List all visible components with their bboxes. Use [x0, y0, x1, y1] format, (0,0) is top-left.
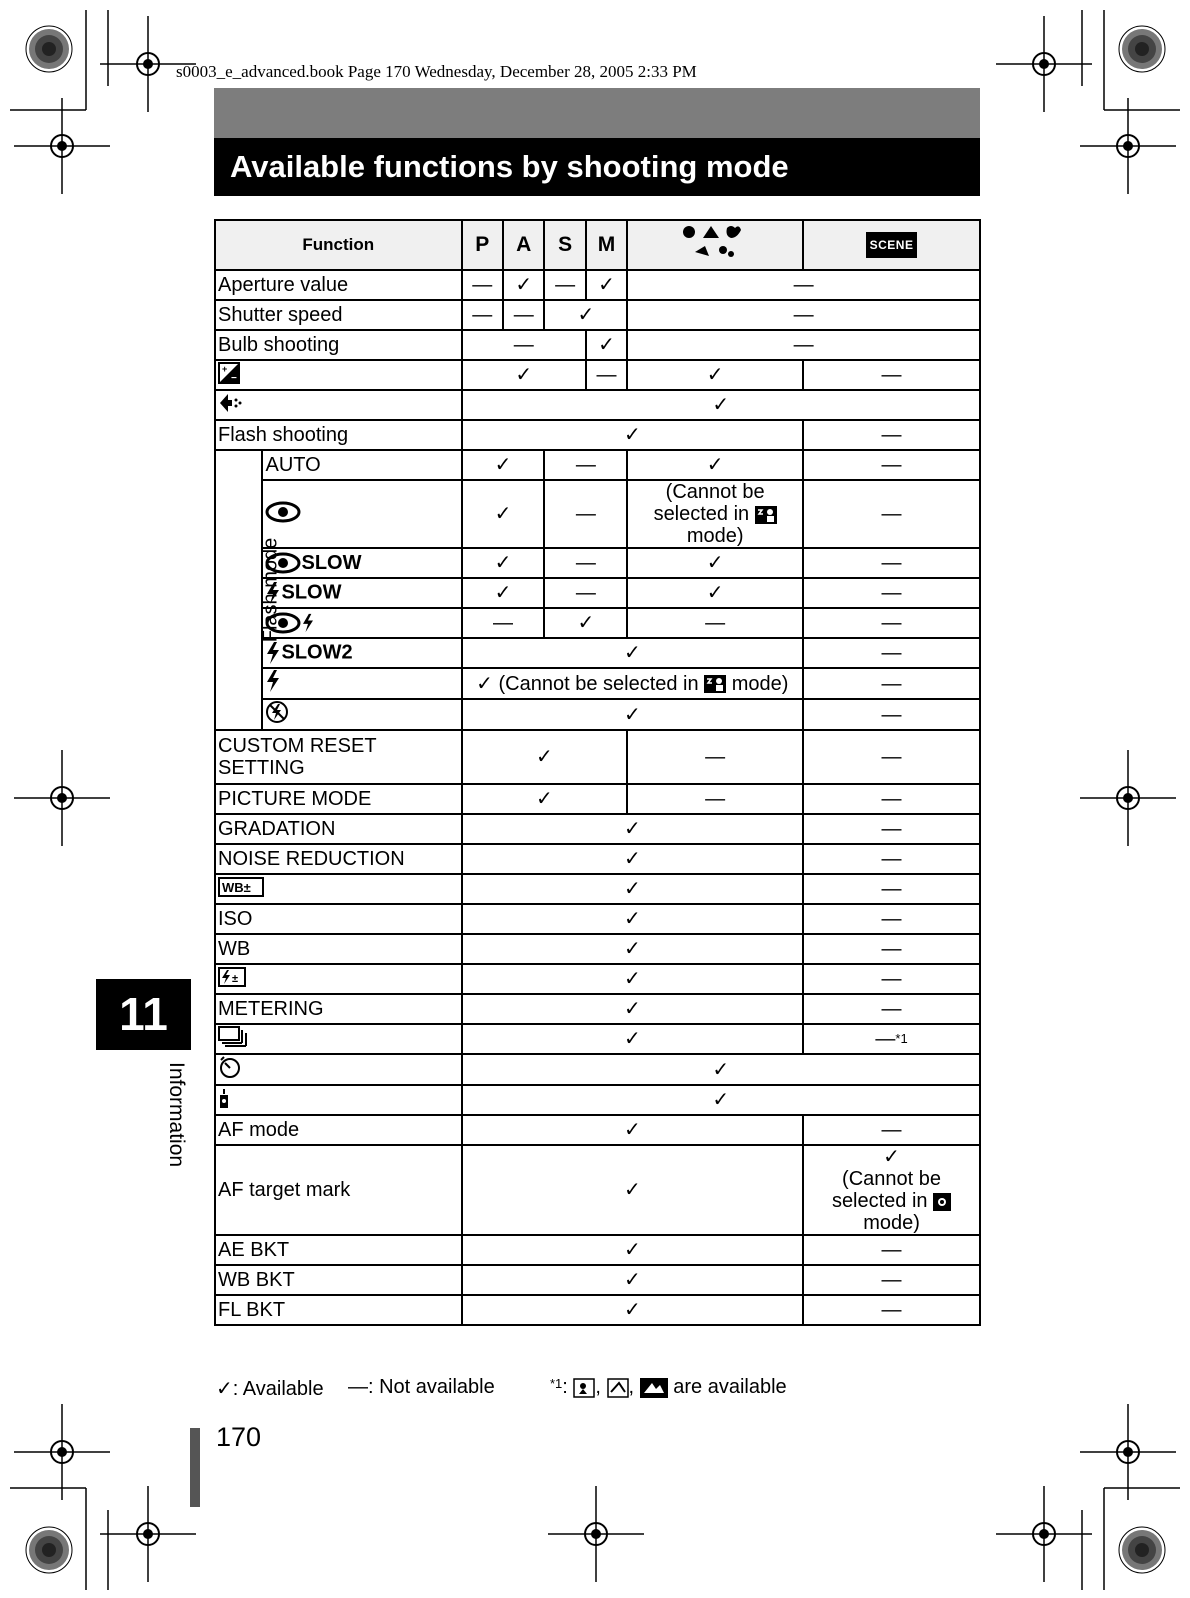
cell: —: [803, 699, 980, 730]
label-line1: CUSTOM RESET: [218, 735, 377, 757]
cell: —: [803, 904, 980, 934]
cell: ✓: [462, 1265, 804, 1295]
header-p: P: [462, 220, 503, 270]
cell: —: [462, 300, 503, 330]
cell-value: —: [875, 1028, 896, 1050]
cell: ✓: [586, 330, 627, 360]
cell: ✓: [462, 874, 804, 904]
check-mark: ✓: [883, 1146, 900, 1168]
cell: —: [627, 784, 803, 814]
cell: —: [803, 450, 980, 480]
cell: ✓: [462, 1085, 980, 1115]
table-row: [215, 844, 980, 874]
table-row: [215, 1054, 980, 1085]
note-line3: mode): [863, 1212, 920, 1234]
cell: ✓: [462, 699, 804, 730]
flash-mode-label: Flash mode: [259, 537, 282, 643]
cell: —: [803, 814, 980, 844]
cell: —: [803, 548, 980, 578]
cell: ✓: [462, 934, 804, 964]
legend-available: ✓: Available: [216, 1378, 324, 1400]
table-row: [215, 994, 980, 1024]
cell: ✓: [462, 784, 628, 814]
row-label-noise: NOISE REDUCTION: [215, 844, 462, 874]
cell: —: [462, 270, 503, 300]
header-s: S: [544, 220, 585, 270]
note-text-end: mode): [686, 525, 744, 547]
note-line1: (Cannot be: [842, 1168, 942, 1190]
print-info-line: s0003_e_advanced.book Page 170 Wednesday, December 28, 2005 2:33 PM: [176, 62, 697, 81]
cell-note: [803, 1145, 980, 1235]
cell: —: [803, 1235, 980, 1265]
legend-not-available: —: Not available: [348, 1376, 495, 1398]
cell: —: [462, 330, 586, 360]
table-row: [215, 450, 980, 480]
table-row: [215, 300, 980, 330]
cell: —: [803, 480, 980, 548]
note-text: (Cannot be selected in: [498, 672, 699, 695]
svg-text:−: −: [231, 372, 237, 384]
table-row: [215, 1295, 980, 1325]
table-row: [215, 904, 980, 934]
cell: ✓: [462, 1235, 804, 1265]
label-text: SLOW: [281, 581, 342, 604]
page-title: Available functions by shooting mode: [214, 138, 980, 196]
legend-footnote: $^{*1}$: , , are available: [550, 1376, 787, 1398]
night-portrait-icon: [704, 675, 726, 693]
red-eye-icon: [262, 480, 461, 548]
table-row: [215, 270, 980, 300]
scene-icon-a: [573, 1378, 595, 1398]
cell: —: [586, 360, 627, 390]
scene-icon-c: [640, 1378, 668, 1398]
note-text: (Cannot be selected in: [653, 481, 765, 525]
cell: ✓: [627, 360, 803, 390]
cell: —: [627, 270, 980, 300]
table-row: [215, 1024, 980, 1054]
table-row: [215, 330, 980, 360]
flash-slow2-label: [262, 638, 461, 668]
wb-compensation-icon: [215, 874, 462, 904]
table-row: [215, 934, 980, 964]
cell: ✓: [544, 300, 627, 330]
check-mark: ✓: [476, 672, 493, 695]
cell: —: [803, 994, 980, 1024]
table-row: [215, 578, 980, 608]
label-line2: SETTING: [218, 757, 305, 779]
functions-table: [214, 219, 981, 1326]
header-scene-modes-icons: [627, 220, 803, 270]
cell: ✓: [462, 360, 586, 390]
cell: —: [544, 270, 585, 300]
fill-flash-icon: [262, 668, 461, 699]
table-row: [215, 814, 980, 844]
cell: —: [544, 548, 627, 578]
cell: —: [627, 730, 803, 784]
header-m: M: [586, 220, 627, 270]
header-row: [215, 220, 980, 270]
table-row: [215, 1115, 980, 1145]
cell: —: [462, 608, 545, 638]
cell: —: [627, 330, 980, 360]
cell: ✓: [462, 1115, 804, 1145]
cell: —: [803, 1265, 980, 1295]
scene-badge-icon: SCENE: [866, 232, 918, 258]
cell-with-note: [803, 1024, 980, 1054]
table-row: [215, 638, 980, 668]
flash-slow-label: [262, 578, 461, 608]
row-label-wb-bkt: WB BKT: [215, 1265, 462, 1295]
cell: —: [803, 578, 980, 608]
scene-sub-icon: [933, 1193, 951, 1211]
row-label-picture-mode: PICTURE MODE: [215, 784, 462, 814]
row-label-wb: WB: [215, 934, 462, 964]
cell: —: [627, 300, 980, 330]
header-a: A: [503, 220, 544, 270]
cell: —: [803, 730, 980, 784]
cell: ✓: [462, 1054, 980, 1085]
note-line2: selected in: [831, 1190, 928, 1212]
footnote-mark: *1: [895, 1031, 908, 1046]
table-row: [215, 964, 980, 994]
header-scene: [803, 220, 980, 270]
cell: ✓: [462, 390, 980, 420]
scene-mode-icons: [675, 222, 755, 262]
cell: ✓: [462, 1295, 804, 1325]
row-label-shutter: Shutter speed: [215, 300, 462, 330]
table-row: [215, 548, 980, 578]
footnote-mark: *1: [550, 1376, 563, 1391]
scene-icon-b: [607, 1378, 629, 1398]
sequential-shooting-icon: [215, 1024, 462, 1054]
row-label-fl-bkt: FL BKT: [215, 1295, 462, 1325]
red-eye-flash-label: [262, 608, 461, 638]
table-row: [215, 420, 980, 450]
row-label-bulb: Bulb shooting: [215, 330, 462, 360]
cell: ✓: [462, 730, 628, 784]
label-text: SLOW2: [281, 641, 353, 664]
row-label-aperture: Aperture value: [215, 270, 462, 300]
table-row: [215, 608, 980, 638]
cell: —: [803, 1115, 980, 1145]
row-label-metering: METERING: [215, 994, 462, 1024]
svg-text:WB±: WB±: [222, 879, 251, 895]
flash-off-icon: [262, 699, 461, 730]
table-row: [215, 730, 980, 784]
page-number: 170: [216, 1422, 262, 1452]
cell: ✓: [462, 1024, 804, 1054]
footnote-text: are available: [673, 1376, 787, 1398]
cell: —: [803, 874, 980, 904]
cell: —: [803, 638, 980, 668]
cell: ✓: [462, 1145, 804, 1235]
cell: ✓: [462, 578, 545, 608]
table-row: [215, 668, 980, 699]
cell: —: [803, 784, 980, 814]
cell: ✓: [462, 994, 804, 1024]
drive-noise-icon: [215, 390, 462, 420]
cell: ✓: [462, 548, 545, 578]
cell: ✓: [462, 844, 804, 874]
cell: ✓: [586, 270, 627, 300]
cell: —: [544, 578, 627, 608]
chapter-number-tab: 11: [96, 979, 191, 1050]
table-row: [215, 480, 980, 548]
table-row: [215, 874, 980, 904]
row-label-iso: ISO: [215, 904, 462, 934]
cell: ✓: [503, 270, 544, 300]
remote-control-icon: [215, 1085, 462, 1115]
cell: ✓: [462, 480, 545, 548]
label-text: SLOW: [301, 551, 362, 574]
table-row: [215, 699, 980, 730]
cell: ✓: [462, 904, 804, 934]
flash-mode-group-label: [215, 450, 282, 730]
title-gray-band: [214, 88, 980, 138]
row-label-custom-reset: [215, 730, 462, 784]
chapter-label: Information: [165, 1062, 188, 1168]
row-label-flash: Flash shooting: [215, 420, 462, 450]
night-portrait-icon: [755, 506, 777, 524]
cell: —: [803, 1295, 980, 1325]
cell: —: [803, 844, 980, 874]
cell: —: [544, 450, 627, 480]
row-label-af-mode: AF mode: [215, 1115, 462, 1145]
table-row: [215, 390, 980, 420]
cell: ✓: [462, 814, 804, 844]
cell: —: [803, 668, 980, 699]
cell: ✓: [627, 578, 803, 608]
cell: —: [803, 934, 980, 964]
row-label-af-target: AF target mark: [215, 1145, 462, 1235]
cell: ✓: [462, 450, 545, 480]
self-timer-icon: [215, 1054, 462, 1085]
cell: —: [627, 608, 803, 638]
table-row: [215, 360, 980, 390]
exposure-compensation-icon: [215, 360, 462, 390]
cell: —: [544, 480, 627, 548]
table-row: [215, 1145, 980, 1235]
table-row: [215, 784, 980, 814]
header-function: Function: [215, 220, 462, 270]
svg-text:±: ±: [232, 972, 239, 985]
flash-icon: [265, 641, 281, 665]
cell: —: [803, 420, 980, 450]
cell-note: [627, 480, 803, 548]
cell: ✓: [462, 964, 804, 994]
cell-note: [462, 668, 804, 699]
red-eye-slow-label: [262, 548, 461, 578]
cell: ✓: [627, 548, 803, 578]
cell: ✓: [544, 608, 627, 638]
svg-text:+: +: [222, 363, 228, 374]
row-label-gradation: GRADATION: [215, 814, 462, 844]
note-text-end: mode): [731, 672, 789, 695]
cell: —: [803, 608, 980, 638]
cell: ✓: [462, 420, 804, 450]
table-row: [215, 1235, 980, 1265]
row-label-ae-bkt: AE BKT: [215, 1235, 462, 1265]
flash-compensation-icon: [215, 964, 462, 994]
table-row: [215, 1085, 980, 1115]
cell: —: [503, 300, 544, 330]
cell: —: [803, 360, 980, 390]
cell: ✓: [462, 638, 804, 668]
cell: ✓: [627, 450, 803, 480]
flash-icon: [301, 613, 315, 633]
cell: —: [803, 964, 980, 994]
table-row: [215, 1265, 980, 1295]
row-label-auto: AUTO: [262, 450, 461, 480]
page-number-bar: [190, 1428, 200, 1507]
